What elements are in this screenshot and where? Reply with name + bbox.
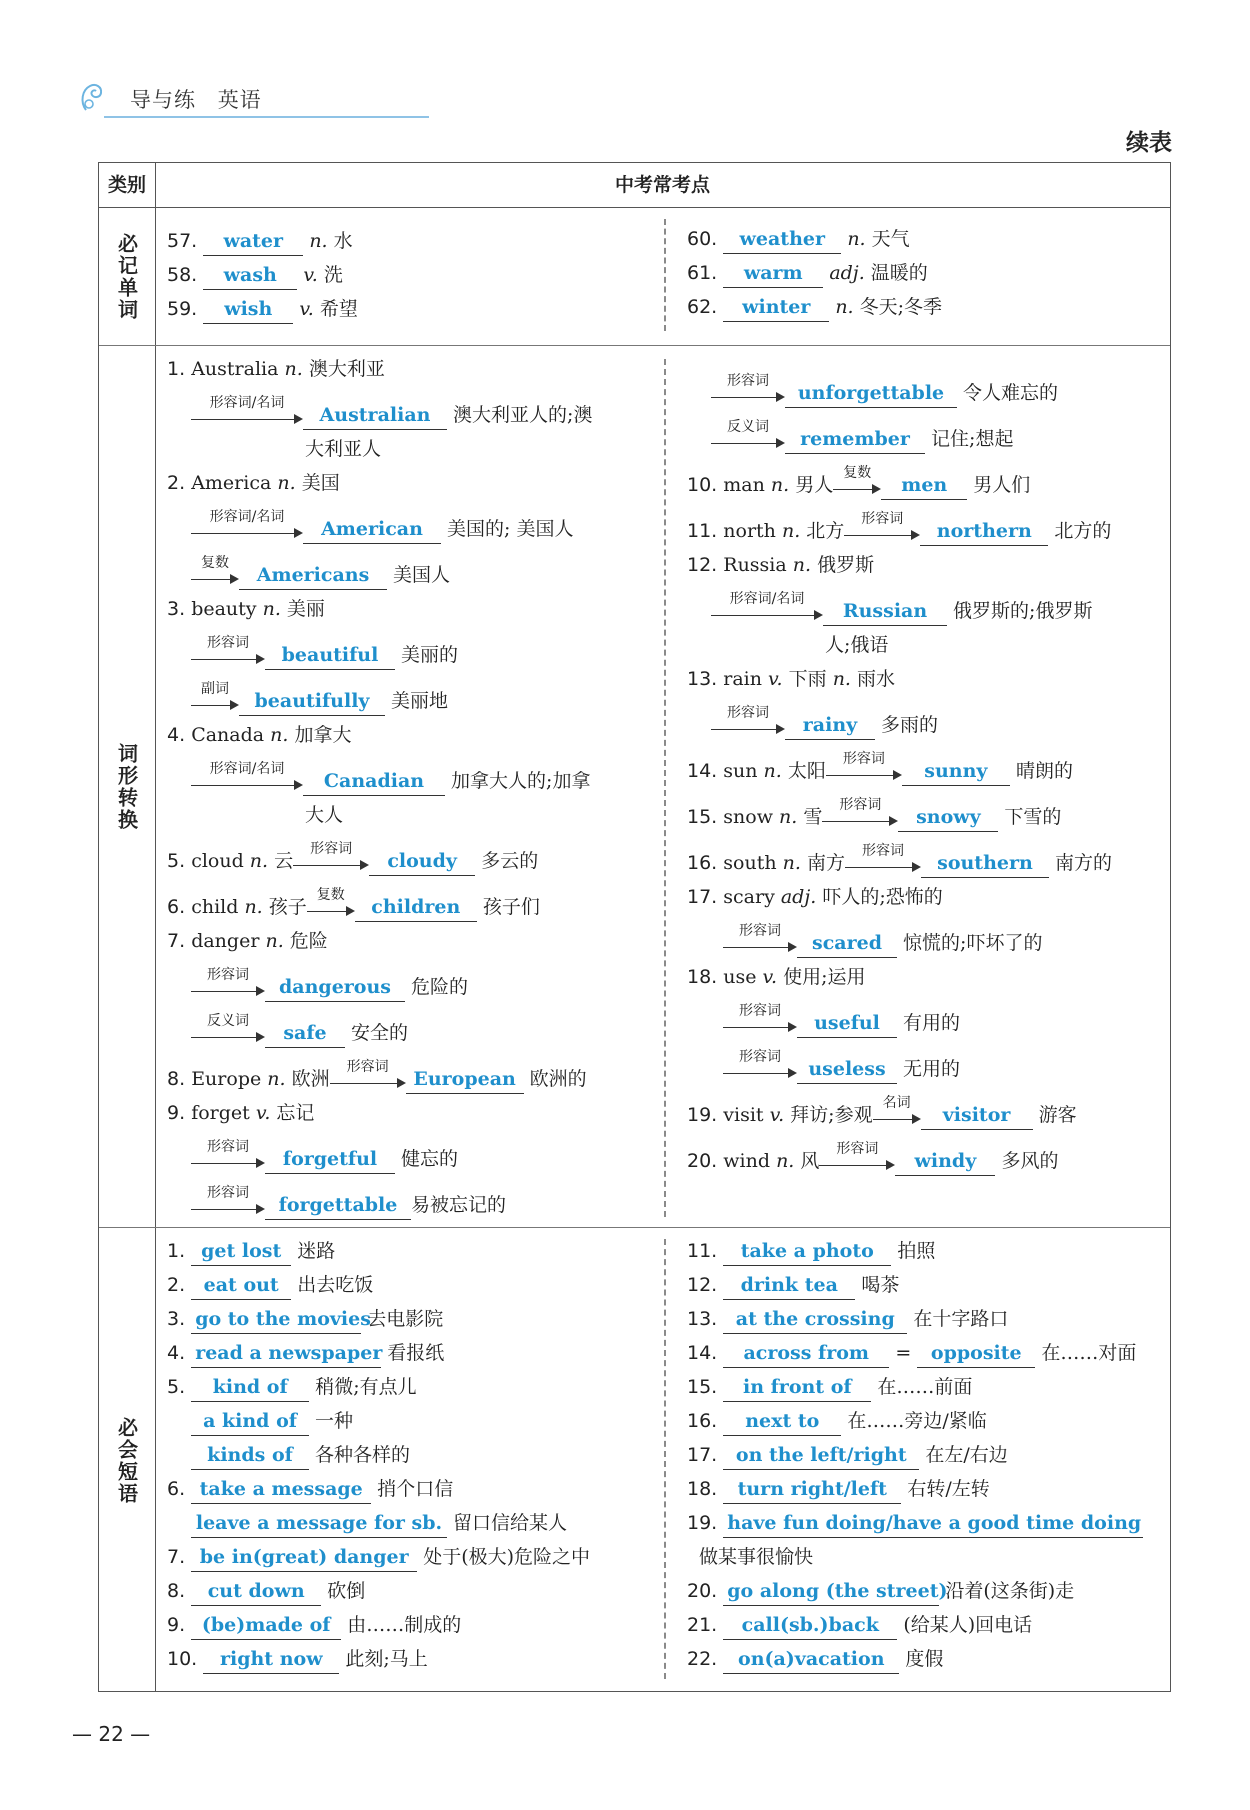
phrase-item: 12. drink tea 喝茶 bbox=[687, 1269, 899, 1301]
form-item: 1. Australia n. 澳大利亚 bbox=[167, 358, 385, 380]
word-item: 57. water n. 水 bbox=[167, 225, 353, 257]
word-item: 62. winter n. 冬天;冬季 bbox=[687, 291, 942, 323]
phrase-item: 14. across from = opposite 在……对面 bbox=[687, 1337, 1136, 1369]
form-derivation: 复数 Americans 美国人 bbox=[191, 559, 450, 591]
phrase-item: leave a message for sb. 留口信给某人 bbox=[191, 1507, 567, 1539]
book-logo-icon bbox=[80, 82, 108, 114]
phrase-item: 15. in front of 在……前面 bbox=[687, 1371, 972, 1403]
form-item: 4. Canada n. 加拿大 bbox=[167, 724, 352, 746]
form-derivation: 反义词 safe 安全的 bbox=[191, 1017, 408, 1049]
category-phrases: 必会短语 bbox=[114, 1417, 139, 1505]
phrase-item: 2. eat out 出去吃饭 bbox=[167, 1269, 373, 1301]
phrase-item: 21. call(sb.)back (给某人)回电话 bbox=[687, 1609, 1032, 1641]
form-item: 15. snow n. 雪 形容词 snowy 下雪的 bbox=[687, 801, 1061, 833]
phrase-item: 8. cut down 砍倒 bbox=[167, 1575, 365, 1607]
phrase-item: 20. go along (the street) 沿着(这条街)走 bbox=[687, 1575, 1074, 1607]
header-underline bbox=[104, 116, 429, 118]
form-item: 20. wind n. 风 形容词 windy 多风的 bbox=[687, 1145, 1058, 1177]
form-item: 9. forget v. 忘记 bbox=[167, 1102, 315, 1124]
form-item: 8. Europe n. 欧洲 形容词 European 欧洲的 bbox=[167, 1063, 587, 1095]
exam-points-table bbox=[98, 162, 1171, 1692]
category-words: 必记单词 bbox=[114, 233, 139, 321]
form-item: 10. man n. 男人 复数 men 男人们 bbox=[687, 469, 1030, 501]
phrase-item: 13. at the crossing 在十字路口 bbox=[687, 1303, 1008, 1335]
form-item: 13. rain v. 下雨 n. 雨水 bbox=[687, 668, 896, 690]
form-derivation: 形容词 useless 无用的 bbox=[723, 1053, 960, 1085]
phrase-item: 18. turn right/left 右转/左转 bbox=[687, 1473, 990, 1505]
col-header-points: 中考常考点 bbox=[614, 174, 710, 196]
form-item: 2. America n. 美国 bbox=[167, 472, 340, 494]
form-item: 14. sun n. 太阳 形容词 sunny 晴朗的 bbox=[687, 755, 1073, 787]
form-derivation: 形容词 forgettable 易被忘记的 bbox=[191, 1189, 506, 1221]
form-derivation-cont: 大利亚人 bbox=[305, 438, 382, 460]
form-derivation: 形容词/名词 American 美国的; 美国人 bbox=[191, 513, 574, 545]
form-derivation: 形容词 rainy 多雨的 bbox=[711, 709, 938, 741]
phrase-item: kinds of 各种各样的 bbox=[191, 1439, 410, 1471]
form-item: 19. visit v. 拜访;参观 名词 visitor 游客 bbox=[687, 1099, 1077, 1131]
phrase-item: 6. take a message 捎个口信 bbox=[167, 1473, 453, 1505]
form-item: 6. child n. 孩子 复数 children 孩子们 bbox=[167, 891, 540, 923]
form-item: 16. south n. 南方 形容词 southern 南方的 bbox=[687, 847, 1112, 879]
phrase-item: 5. kind of 稍微;有点儿 bbox=[167, 1371, 417, 1403]
form-derivation: 形容词/名词 Canadian 加拿大人的;加拿 bbox=[191, 765, 590, 797]
form-item: 3. beauty n. 美丽 bbox=[167, 598, 325, 620]
form-derivation: 形容词 scared 惊慌的;吓坏了的 bbox=[723, 927, 1042, 959]
form-derivation: 形容词/名词 Russian 俄罗斯的;俄罗斯 bbox=[711, 595, 1092, 627]
word-item: 58. wash v. 洗 bbox=[167, 259, 343, 291]
form-item: 17. scary adj. 吓人的;恐怖的 bbox=[687, 886, 943, 908]
phrase-item-cont: 做某事很愉快 bbox=[699, 1546, 814, 1568]
phrase-item: 10. right now 此刻;马上 bbox=[167, 1643, 428, 1675]
form-derivation: 反义词 remember 记住;想起 bbox=[711, 423, 1013, 455]
form-derivation: 副词 beautifully 美丽地 bbox=[191, 685, 448, 717]
form-derivation: 形容词 useful 有用的 bbox=[723, 1007, 960, 1039]
phrase-item: 19. have fun doing/have a good time doing bbox=[687, 1507, 1143, 1539]
phrase-item: 11. take a photo 拍照 bbox=[687, 1235, 935, 1267]
form-derivation-cont: 人;俄语 bbox=[825, 634, 889, 656]
phrase-item: 1. get lost 迷路 bbox=[167, 1235, 335, 1267]
form-derivation: 形容词/名词 Australian 澳大利亚人的;澳 bbox=[191, 399, 592, 431]
form-derivation-cont: 大人 bbox=[305, 804, 344, 826]
word-item: 59. wish v. 希望 bbox=[167, 293, 358, 325]
phrase-item: 22. on(a)vacation 度假 bbox=[687, 1643, 943, 1675]
category-forms: 词形转换 bbox=[114, 743, 139, 831]
form-item: 5. cloud n. 云 形容词 cloudy 多云的 bbox=[167, 845, 538, 877]
header-title: 导与练 英语 bbox=[130, 88, 262, 112]
form-derivation: 形容词 forgetful 健忘的 bbox=[191, 1143, 458, 1175]
form-derivation: 形容词 dangerous 危险的 bbox=[191, 971, 468, 1003]
form-item: 18. use v. 使用;运用 bbox=[687, 966, 866, 988]
phrase-item: 9. (be)made of 由……制成的 bbox=[167, 1609, 461, 1641]
col-header-category: 类别 bbox=[107, 174, 146, 196]
phrase-item: 3. go to the movies 去电影院 bbox=[167, 1303, 443, 1335]
page-number: — 22 — bbox=[72, 1722, 151, 1746]
form-derivation: 形容词 unforgettable 令人难忘的 bbox=[711, 377, 1058, 409]
phrase-item: a kind of 一种 bbox=[191, 1405, 353, 1437]
word-item: 61. warm adj. 温暖的 bbox=[687, 257, 928, 289]
word-item: 60. weather n. 天气 bbox=[687, 223, 910, 255]
phrase-item: 7. be in(great) danger 处于(极大)危险之中 bbox=[167, 1541, 590, 1573]
form-item: 11. north n. 北方 形容词 northern 北方的 bbox=[687, 515, 1111, 547]
phrase-item: 16. next to 在……旁边/紧临 bbox=[687, 1405, 987, 1437]
form-item: 12. Russia n. 俄罗斯 bbox=[687, 554, 875, 576]
form-derivation: 形容词 beautiful 美丽的 bbox=[191, 639, 458, 671]
form-item: 7. danger n. 危险 bbox=[167, 930, 328, 952]
phrase-item: 17. on the left/right 在左/右边 bbox=[687, 1439, 1008, 1471]
phrase-item: 4. read a newspaper 看报纸 bbox=[167, 1337, 444, 1369]
continued-label: 续表 bbox=[1126, 130, 1172, 156]
